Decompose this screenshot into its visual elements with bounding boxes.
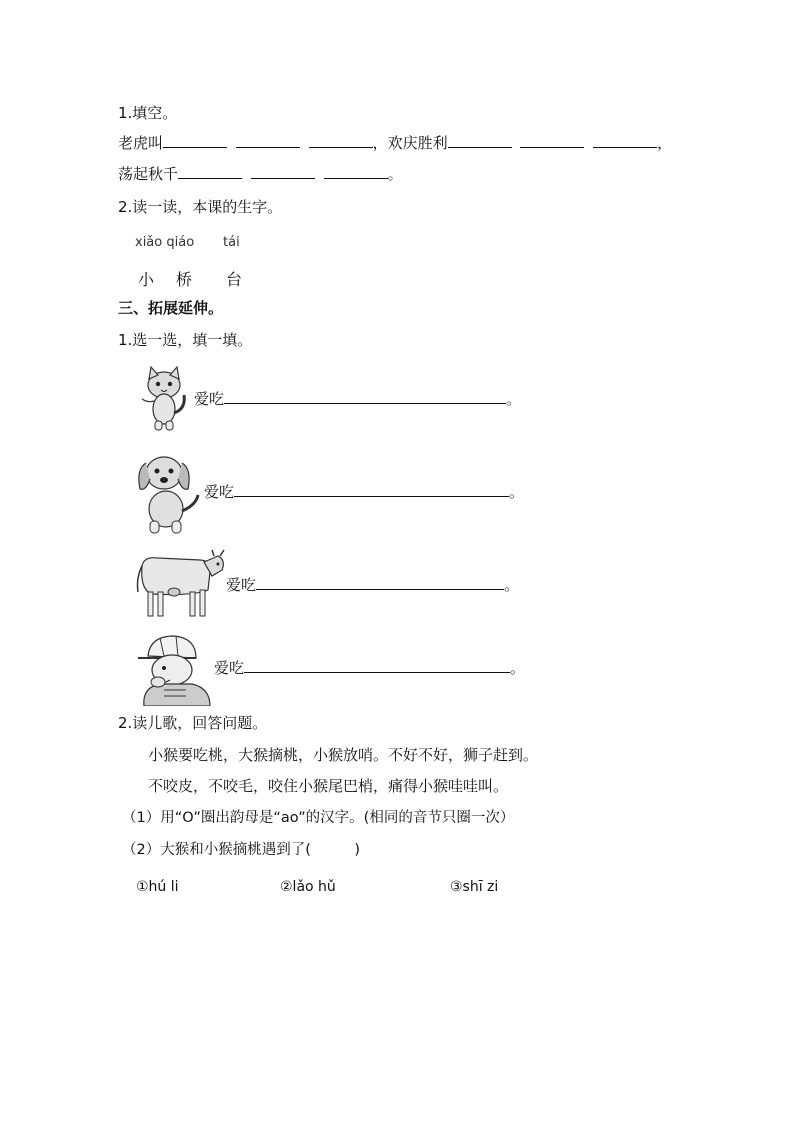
prefix-love-eat: 爱吃 [204, 483, 235, 501]
dog-icon [134, 449, 204, 535]
fill-row-boy [214, 658, 525, 678]
answer-blank-cow[interactable] [256, 575, 504, 590]
option-b[interactable]: ②lǎo hǔ [280, 879, 336, 895]
question-3-1-title: 1.选一选，填一填。 [118, 331, 253, 349]
cow-icon [134, 548, 228, 620]
blank[interactable] [324, 164, 388, 179]
blank[interactable] [178, 164, 242, 179]
pinyin-xiaoqiao: xiǎo qiáo [135, 235, 195, 250]
question-3-2-title: 2.读儿歌，回答问题。 [118, 714, 268, 732]
sub-question-2: （2）大猴和小猴摘桃遇到了( ) [122, 842, 361, 858]
cat-icon [134, 365, 192, 431]
prefix-love-eat: 爱吃 [214, 659, 245, 677]
period: 。 [509, 483, 525, 501]
prefix-love-eat: 爱吃 [194, 390, 225, 408]
pinyin-tai: tái [223, 235, 240, 250]
fill-label-celebrate: ，欢庆胜利 [372, 134, 448, 152]
blank[interactable] [236, 133, 300, 148]
char-qiao: 桥 [176, 270, 193, 289]
answer-blank-dog[interactable] [234, 482, 509, 497]
period: 。 [387, 165, 403, 183]
blank[interactable] [251, 164, 315, 179]
period: 。 [510, 659, 526, 677]
fill-row-cow [226, 575, 519, 595]
prefix-love-eat: 爱吃 [226, 576, 257, 594]
comma: ， [657, 134, 673, 152]
question-2-title: 2.读一读，本课的生字。 [118, 198, 283, 216]
section-3-heading: 三、拓展延伸。 [118, 299, 224, 317]
fill-row-cat [194, 389, 521, 409]
blank[interactable] [448, 133, 512, 148]
blank[interactable] [309, 133, 373, 148]
char-xiao: 小 [138, 270, 155, 289]
boy-icon [134, 630, 214, 706]
fill-line-2 [118, 164, 403, 184]
blank[interactable] [163, 133, 227, 148]
period: 。 [506, 390, 522, 408]
fill-line-1 [118, 133, 672, 153]
fill-label-tiger: 老虎叫 [118, 134, 164, 152]
fill-row-dog [204, 482, 524, 502]
sub-question-1: （1）用“O”圈出韵母是“ao”的汉字。(相同的音节只圈一次） [122, 810, 515, 826]
option-c[interactable]: ③shī zi [450, 879, 499, 895]
poem-line-2: 不咬皮，不咬毛，咬住小猴尾巴梢，痛得小猴哇哇叫。 [148, 777, 509, 795]
option-a[interactable]: ①hú li [136, 879, 179, 895]
char-tai: 台 [226, 270, 243, 289]
blank[interactable] [520, 133, 584, 148]
period: 。 [504, 576, 520, 594]
fill-label-swing: 荡起秋千 [118, 165, 179, 183]
poem-line-1: 小猴要吃桃，大猴摘桃，小猴放哨。不好不好，狮子赶到。 [148, 746, 539, 764]
answer-blank-cat[interactable] [224, 389, 506, 404]
blank[interactable] [593, 133, 657, 148]
answer-blank-boy[interactable] [244, 658, 510, 673]
question-1-title: 1.填空。 [118, 104, 178, 122]
